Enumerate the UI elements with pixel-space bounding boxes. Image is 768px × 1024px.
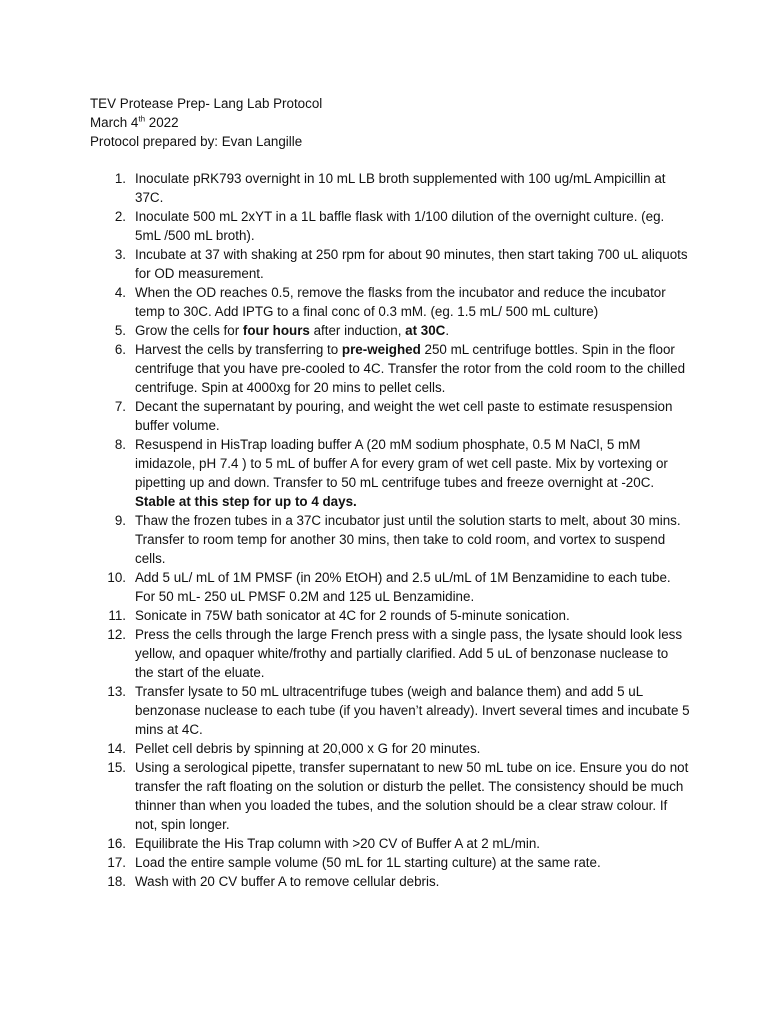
- step-text-part: Grow the cells for: [135, 323, 243, 338]
- step-text: [135, 323, 449, 338]
- step-text: Thaw the frozen tubes in a 37C incubator just until the solution starts to melt, about 30 mins. Transfer to room temp for another 30 mins, then take to cold room, and vortex to suspend cells.: [135, 513, 681, 566]
- step-text: Load the entire sample volume (50 mL for 1L starting culture) at the same rate.: [135, 855, 601, 870]
- document-header: [90, 94, 710, 151]
- step-text-part: after induction,: [309, 323, 406, 338]
- step-13: [90, 682, 690, 739]
- step-16: [90, 834, 690, 853]
- date-superscript: th: [138, 114, 146, 124]
- step-text: Incubate at 37 with shaking at 250 rpm for about 90 minutes, then start taking 700 uL aliquots for OD measurement.: [135, 247, 688, 281]
- step-text-bold: Stable at this step for up to 4 days.: [135, 494, 357, 509]
- step-text: Wash with 20 CV buffer A to remove cellular debris.: [135, 874, 440, 889]
- step-note: For 50 mL- 250 uL PMSF 0.2M and 125 uL Benzamidine.: [135, 589, 475, 604]
- step-8: [90, 435, 690, 511]
- step-11: [90, 606, 690, 625]
- step-7: [90, 397, 690, 435]
- step-6: [90, 340, 690, 397]
- step-text: [135, 342, 685, 395]
- step-15: [90, 758, 690, 834]
- step-number: 8.: [114, 437, 126, 452]
- step-3: [90, 245, 690, 283]
- step-text: Inoculate pRK793 overnight in 10 mL LB broth supplemented with 100 ug/mL Ampicillin at 37C.: [135, 171, 666, 205]
- step-10: [90, 568, 690, 606]
- step-number: 14.: [107, 741, 126, 756]
- step-9: [90, 511, 690, 568]
- step-number: 9.: [114, 513, 126, 528]
- protocol-steps: [90, 169, 690, 891]
- step-text-part: Harvest the cells by transferring to: [135, 342, 342, 357]
- step-text: Pellet cell debris by spinning at 20,000 x G for 20 minutes.: [135, 741, 481, 756]
- step-text: Sonicate in 75W bath sonicator at 4C for 2 rounds of 5-minute sonication.: [135, 608, 570, 623]
- step-number: 2.: [114, 209, 126, 224]
- step-14: [90, 739, 690, 758]
- document-date: [90, 113, 710, 132]
- date-year: 2022: [145, 115, 179, 130]
- step-text: Transfer lysate to 50 mL ultracentrifuge tubes (weigh and balance them) and add 5 uL benzonase nuclease to each tube (if you haven’t already). Invert several times and incubate 5 mins at 4C.: [135, 684, 690, 737]
- document-author: Protocol prepared by: Evan Langille: [90, 134, 303, 149]
- step-number: 16.: [107, 836, 126, 851]
- step-text-part: .: [445, 323, 450, 338]
- step-1: [90, 169, 690, 207]
- step-number: 1.: [114, 171, 126, 186]
- step-text: [135, 437, 668, 509]
- step-4: [90, 283, 690, 321]
- step-number: 12.: [107, 627, 126, 642]
- step-text-part: Resuspend in HisTrap loading buffer A (20 mM sodium phosphate, 0.5 M NaCl, 5 mM imidazole, pH 7.4 ) to 5 mL of buffer A for every gram of wet cell paste. Mix by vortexing or pipetting up and down. Transfer to 50 mL centrifuge tubes and freeze overnight at -20C.: [135, 437, 668, 490]
- step-text: Inoculate 500 mL 2xYT in a 1L baffle flask with 1/100 dilution of the overnight culture. (eg. 5mL /500 mL broth).: [135, 209, 665, 243]
- step-5: [90, 321, 690, 340]
- step-text: Press the cells through the large French press with a single pass, the lysate should look less yellow, and opaquer white/frothy and partially clarified. Add 5 uL of benzonase nuclease to the start of the eluate.: [135, 627, 683, 680]
- step-number: 7.: [114, 399, 126, 414]
- step-text-bold: at 30C: [405, 323, 446, 338]
- document-title: TEV Protease Prep- Lang Lab Protocol: [90, 96, 323, 111]
- step-number: 13.: [107, 684, 126, 699]
- step-17: [90, 853, 690, 872]
- date-text: March 4: [90, 115, 139, 130]
- step-text: Using a serological pipette, transfer supernatant to new 50 mL tube on ice. Ensure you do not transfer the raft floating on the solution or disturb the pellet. The consistency should be much thinner than when you loaded the tubes, and the solution should be a clear straw colour. If not, spin longer.: [135, 760, 689, 832]
- step-number: 4.: [114, 285, 126, 300]
- step-12: [90, 625, 690, 682]
- step-number: 17.: [107, 855, 126, 870]
- step-text-bold: four hours: [242, 323, 310, 338]
- step-text: Add 5 uL/ mL of 1M PMSF (in 20% EtOH) and 2.5 uL/mL of 1M Benzamidine to each tube.: [135, 570, 671, 585]
- step-number: 11.: [108, 608, 126, 623]
- step-text: When the OD reaches 0.5, remove the flasks from the incubator and reduce the incubator temp to 30C. Add IPTG to a final conc of 0.3 mM. (eg. 1.5 mL/ 500 mL culture): [135, 285, 666, 319]
- step-text: Equilibrate the His Trap column with >20 CV of Buffer A at 2 mL/min.: [135, 836, 541, 851]
- step-text-bold: pre-weighed: [341, 342, 421, 357]
- step-2: [90, 207, 690, 245]
- step-number: 10.: [107, 570, 126, 585]
- step-number: 3.: [114, 247, 126, 262]
- step-18: [90, 872, 690, 891]
- step-number: 15.: [107, 760, 126, 775]
- step-text: Decant the supernatant by pouring, and weight the wet cell paste to estimate resuspension buffer volume.: [135, 399, 673, 433]
- step-text-part: 250 mL centrifuge bottles. Spin in the floor centrifuge that you have pre-cooled to 4C. Transfer the rotor from the cold room to the chilled centrifuge. Spin at 4000xg for 20 mins to pellet cells.: [135, 342, 686, 395]
- step-number: 5.: [114, 323, 126, 338]
- step-number: 18.: [107, 874, 126, 889]
- step-number: 6.: [114, 342, 126, 357]
